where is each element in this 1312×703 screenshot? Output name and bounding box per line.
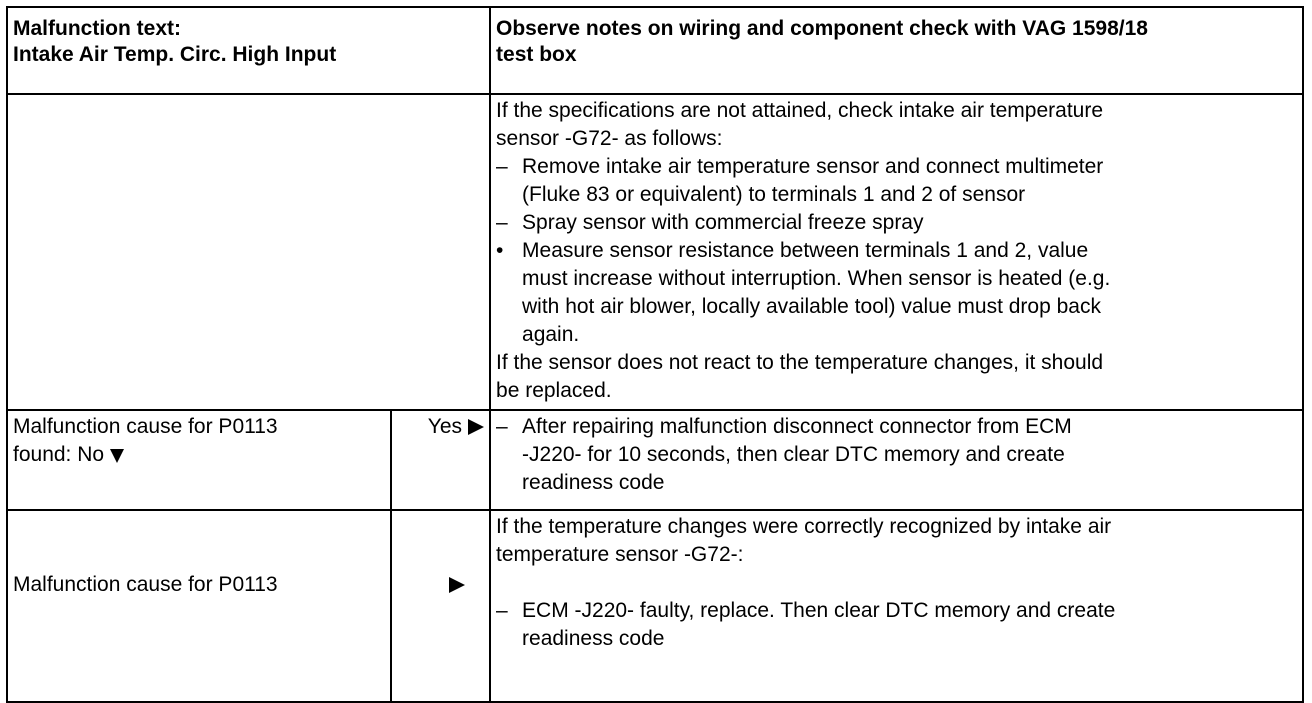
header-right-line2: test box: [496, 43, 577, 66]
arrow-down-icon: [110, 449, 124, 463]
item-line: Measure sensor resistance between terminals 1 and 2, value: [522, 239, 1089, 262]
dash-marker: –: [496, 155, 508, 178]
final-row: [7, 510, 1303, 702]
test-intro-line1: If the specifications are not attained, check intake air temperature: [496, 99, 1104, 122]
cause-found-line2: [13, 441, 385, 469]
diagnostic-table: [6, 6, 1304, 703]
cause-found-row: [7, 410, 1303, 510]
dash-marker: –: [496, 211, 508, 234]
final-intro-line1: If the temperature changes were correctly recognized by intake air: [496, 515, 1112, 538]
final-intro-line2: temperature sensor -G72-:: [496, 543, 744, 566]
list-item: [496, 209, 1297, 237]
list-item: [496, 413, 1297, 497]
item-line: Remove intake air temperature sensor and connect multimeter: [522, 155, 1104, 178]
list-item: [496, 597, 1297, 653]
item-line: -J220- for 10 seconds, then clear DTC memory and create: [522, 443, 1065, 466]
item-line: readiness code: [522, 471, 665, 494]
item-line: (Fluke 83 or equivalent) to terminals 1 and 2 of sensor: [522, 183, 1026, 206]
yes-branch-cell: [391, 410, 490, 510]
item-line: again.: [522, 323, 580, 346]
sensor-test-left-empty: [7, 94, 490, 410]
item-line: readiness code: [522, 627, 665, 650]
wiring-notes-header: [490, 7, 1303, 94]
item-line: Spray sensor with commercial freeze spray: [522, 211, 924, 234]
final-arrow-cell: [391, 510, 490, 702]
malfunction-text-header: [7, 7, 490, 94]
final-spacer: [496, 569, 1297, 597]
final-instructions: [490, 510, 1303, 702]
item-line: ECM -J220- faulty, replace. Then clear DTC memory and create: [522, 599, 1116, 622]
cause-found-no-label: found: No: [13, 443, 105, 466]
header-right-line1: Observe notes on wiring and component check with VAG 1598/18: [496, 17, 1148, 40]
list-item: [496, 153, 1297, 209]
sensor-test-row: [7, 94, 1303, 410]
final-cause-label: [7, 510, 391, 702]
yes-label: Yes: [427, 415, 463, 438]
test-outro-line1: If the sensor does not react to the temperature changes, it should: [496, 351, 1104, 374]
dash-marker: –: [496, 415, 508, 438]
item-line: with hot air blower, locally available tool) value must drop back: [522, 295, 1101, 318]
item-line: must increase without interruption. When sensor is heated (e.g.: [522, 267, 1111, 290]
bullet-dot-marker: •: [496, 239, 504, 262]
test-intro-line2: sensor -G72- as follows:: [496, 127, 723, 150]
arrow-right-icon: [468, 419, 484, 435]
dash-marker: –: [496, 599, 508, 622]
sensor-test-instructions: [490, 94, 1303, 410]
final-cause-text: Malfunction cause for P0113: [13, 573, 278, 596]
header-left-line2: Intake Air Temp. Circ. High Input: [13, 43, 337, 66]
cause-found-line1: Malfunction cause for P0113: [13, 415, 278, 438]
test-outro-line2: be replaced.: [496, 379, 612, 402]
header-row: [7, 7, 1303, 94]
header-left-line1: Malfunction text:: [13, 17, 181, 40]
arrow-right-icon: [449, 577, 465, 593]
item-line: After repairing malfunction disconnect connector from ECM: [522, 415, 1072, 438]
cause-found-instructions: [490, 410, 1303, 510]
list-item: [496, 237, 1297, 349]
cause-found-label: [7, 410, 391, 510]
